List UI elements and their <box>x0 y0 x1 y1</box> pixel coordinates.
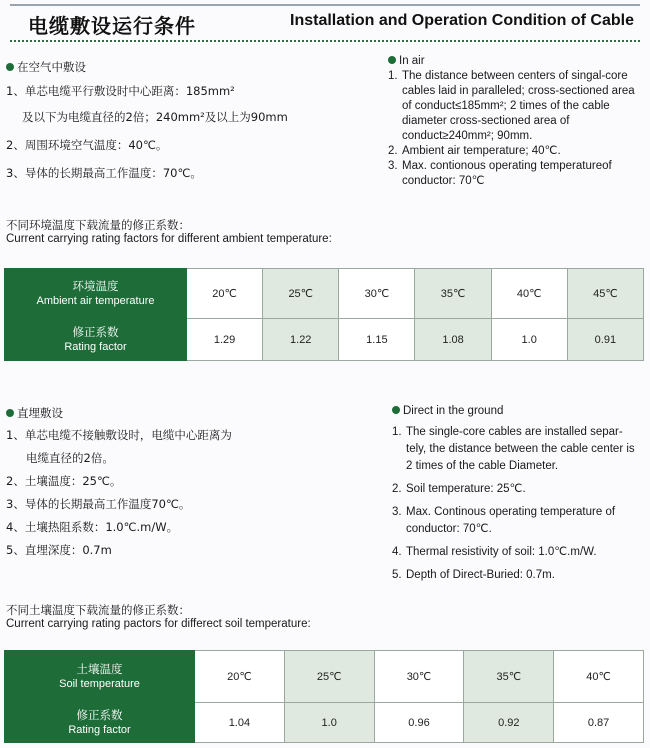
air-temp-cell: 45℃ <box>567 269 643 319</box>
ground-cn-item-3: 3、导体的长期最高工作温度70℃。 <box>6 497 191 511</box>
title-cn: 电缆敷设运行条件 <box>28 14 196 38</box>
ground-temp-cell: 25℃ <box>284 651 374 703</box>
air-temp-label: 环境温度 Ambient air temperature <box>5 269 187 319</box>
ground-factor-cell: 0.96 <box>374 703 464 743</box>
air-factor-cell: 0.91 <box>567 319 643 361</box>
ground-factor-cell: 1.0 <box>284 703 374 743</box>
air-factor-table <box>4 268 644 361</box>
ground-en-heading: Direct in the ground <box>392 403 642 420</box>
air-caption-cn: 不同环境温度下载流量的修正系数： <box>6 218 190 232</box>
air-en-item-3: 3. Max. contionous operating temperatureof conductor: 70℃ <box>388 160 612 187</box>
ground-caption <box>6 603 311 631</box>
ground-factor-cell: 0.87 <box>554 703 644 743</box>
air-factor-cell: 1.15 <box>339 319 415 361</box>
table-row <box>5 651 644 703</box>
ground-en-item-3: 3. Max. Continous operating temperature of conductor: 70℃. <box>392 506 616 535</box>
table-row <box>5 269 644 319</box>
air-en-item-1: 1. The distance between centers of singal-core cables laid in paralleled; cross-sectioned area of conduct≤185mm²; 2 times of the cable diameter cross-sectioned area of conduct≥240mm²; 90mm. <box>388 70 635 142</box>
bullet-icon <box>388 56 396 64</box>
header-top-rule <box>10 4 640 6</box>
air-en-heading: In air <box>388 54 640 69</box>
bullet-icon <box>6 63 14 71</box>
ground-cn-item-2: 2、土壤温度：25℃。 <box>6 474 122 488</box>
page-header <box>0 0 650 44</box>
ground-en-item-5: 5. Depth of Direct-Buried: 0.7m. <box>392 569 555 581</box>
ground-en-item-4: 4. Thermal resistivity of soil: 1.0℃.m/W. <box>392 546 597 558</box>
title-en: Installation and Operation Condition of Cable <box>290 12 634 29</box>
ground-temp-label: 土壤温度 Soil temperature <box>5 651 195 703</box>
ground-factor-cell: 1.04 <box>195 703 285 743</box>
air-caption <box>6 218 332 246</box>
air-temp-cell: 30℃ <box>339 269 415 319</box>
air-temp-cell: 35℃ <box>415 269 491 319</box>
table-row <box>5 319 644 361</box>
ground-en-item-1: 1. The single-core cables are installed separ-tely, the distance between the cable center is 2 times of the cable Diameter. <box>392 426 635 472</box>
ground-temp-cell: 40℃ <box>554 651 644 703</box>
ground-caption-cn: 不同土壤温度下载流量的修正系数： <box>6 603 190 617</box>
ground-cn-column <box>6 404 376 559</box>
ground-cn-item-4: 4、土壤热阻系数：1.0℃.m/W。 <box>6 520 179 534</box>
header-dotted-rule <box>10 40 640 42</box>
air-cn-item-1-cont: 及以下为电缆直径的2倍；240mm²及以上为90mm <box>22 110 288 124</box>
ground-cn-item-1-cont: 电缆直径的2倍。 <box>26 451 114 465</box>
air-cn-item-1: 1、单芯电缆平行敷设时中心距离：185mm² <box>6 84 235 98</box>
air-en-item-2: 2. Ambient air temperature; 40℃. <box>388 145 561 157</box>
bullet-icon <box>392 406 400 414</box>
air-temp-cell: 25℃ <box>263 269 339 319</box>
air-factor-cell: 1.0 <box>491 319 567 361</box>
ground-en-column <box>392 403 642 584</box>
air-cn-heading: 在空气中敷设 <box>6 58 366 76</box>
bullet-icon <box>6 409 14 417</box>
air-factor-cell: 1.08 <box>415 319 491 361</box>
air-en-column <box>388 54 640 189</box>
table-row <box>5 703 644 743</box>
ground-en-item-2: 2. Soil temperature: 25℃. <box>392 483 526 495</box>
ground-temp-cell: 35℃ <box>464 651 554 703</box>
ground-factor-cell: 0.92 <box>464 703 554 743</box>
ground-cn-item-1: 1、单芯电缆不接触敷设时，电缆中心距离为 <box>6 428 232 442</box>
ground-cn-item-5: 5、直埋深度：0.7m <box>6 543 112 557</box>
air-factor-label: 修正系数 Rating factor <box>5 319 187 361</box>
ground-temp-cell: 30℃ <box>374 651 464 703</box>
air-temp-cell: 40℃ <box>491 269 567 319</box>
air-factor-cell: 1.22 <box>263 319 339 361</box>
air-temp-cell: 20℃ <box>187 269 263 319</box>
ground-cn-heading: 直埋敷设 <box>6 404 376 422</box>
ground-factor-label: 修正系数 Rating factor <box>5 703 195 743</box>
ground-caption-en: Current carrying rating pactors for differect soil temperature: <box>6 618 311 630</box>
air-cn-item-3: 3、导体的长期最高工作温度：70℃。 <box>6 166 202 180</box>
ground-factor-table <box>4 650 644 743</box>
air-caption-en: Current carrying rating factors for different ambient temperature: <box>6 233 332 245</box>
air-cn-column <box>6 58 366 182</box>
air-cn-item-2: 2、周围环境空气温度：40℃。 <box>6 138 168 152</box>
air-factor-cell: 1.29 <box>187 319 263 361</box>
ground-temp-cell: 20℃ <box>195 651 285 703</box>
